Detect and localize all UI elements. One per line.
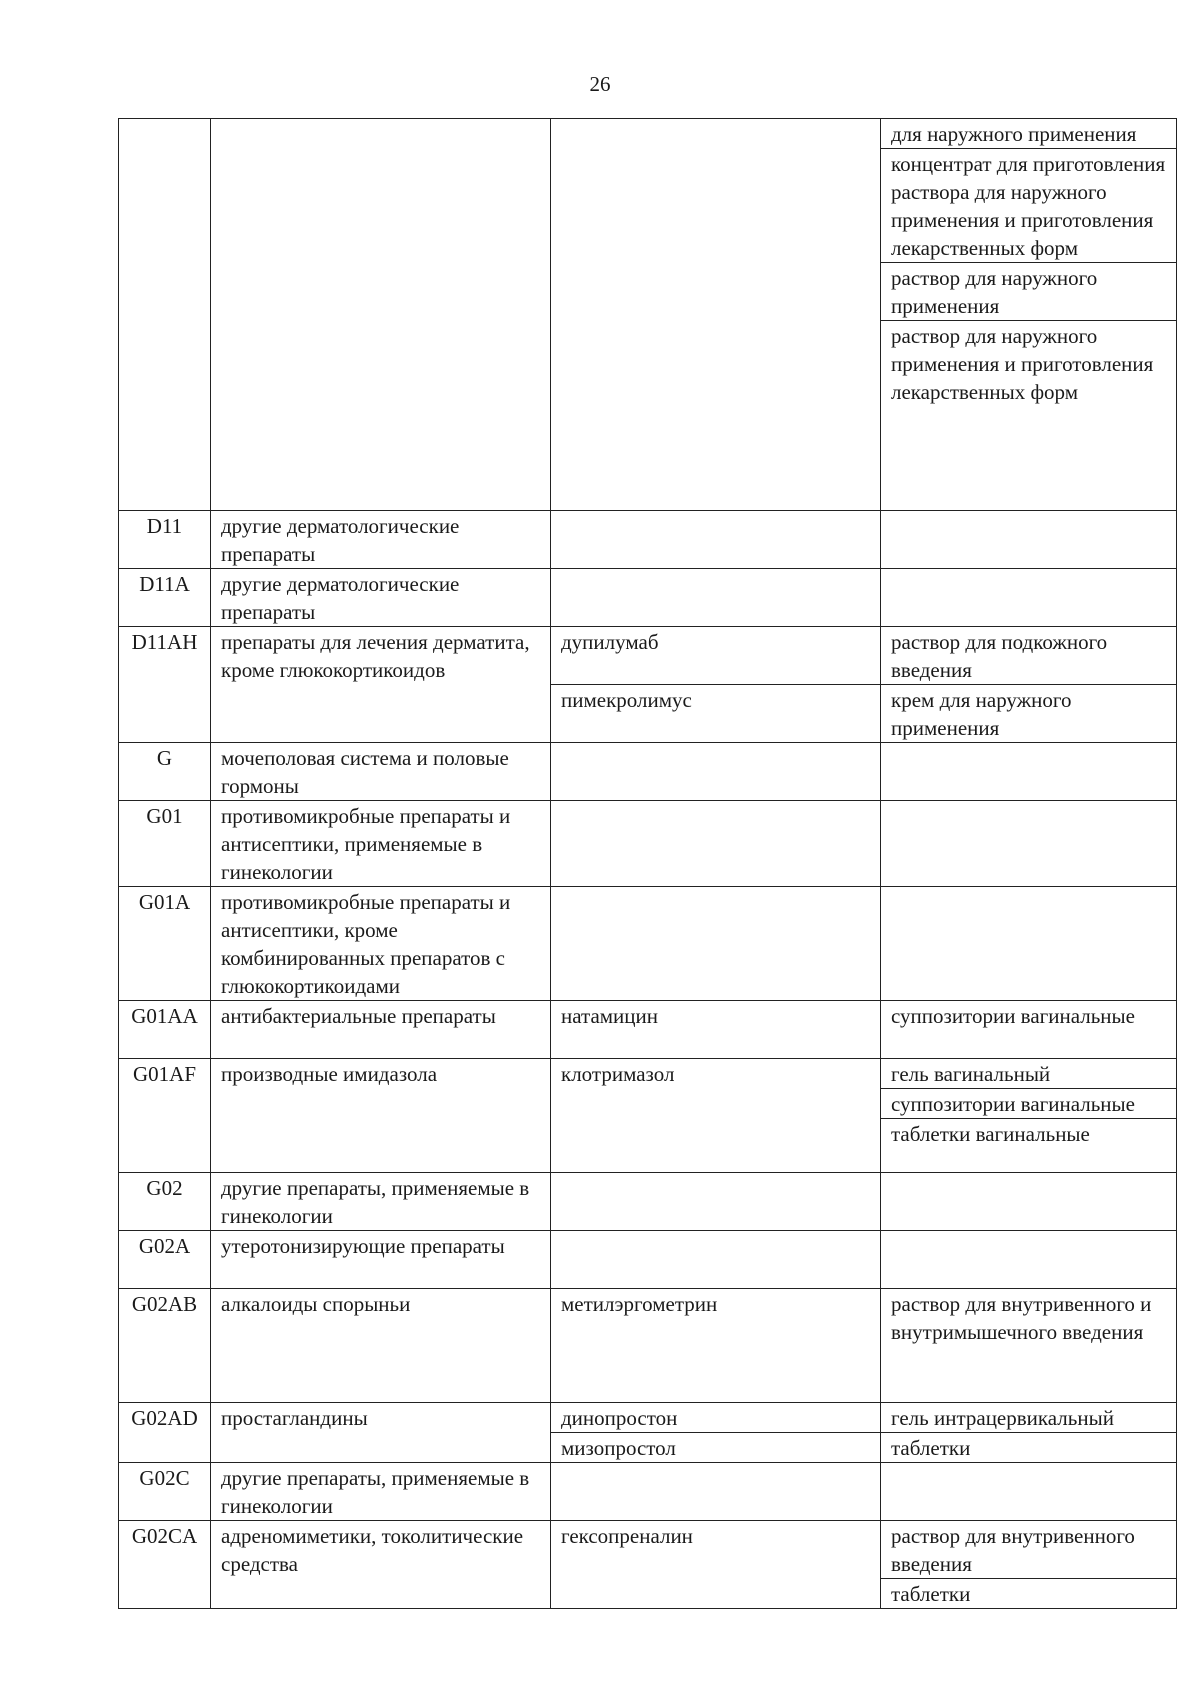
dosage-form-cell <box>881 511 1177 569</box>
dosage-form: концентрат для приготовления раствора для наружного применения и приготовления лекарственных форм <box>881 148 1176 262</box>
group-name-cell: препараты для лечения дерматита, кроме глюкокортикоидов <box>211 627 551 743</box>
dosage-form-cell: раствор для подкожного введения <box>881 627 1177 685</box>
dosage-form-cell <box>881 743 1177 801</box>
atc-code-cell: G01AF <box>119 1059 211 1173</box>
drug-table <box>118 118 1177 1609</box>
drug-name-cell: метилэргометрин <box>551 1289 881 1403</box>
drug-name-cell <box>551 1231 881 1289</box>
table-row <box>119 627 1177 685</box>
dosage-form: гель вагинальный <box>891 1062 1051 1086</box>
group-name-cell: противомикробные препараты и антисептики, кроме комбинированных препаратов с глюкокортикоидами <box>211 887 551 1001</box>
table-row <box>119 569 1177 627</box>
table-row <box>119 119 1177 511</box>
atc-code-cell: G <box>119 743 211 801</box>
atc-code-cell <box>119 119 211 511</box>
dosage-form-cell <box>881 1173 1177 1231</box>
drug-name-cell: динопростон <box>551 1403 881 1433</box>
dosage-form: для наружного применения <box>891 122 1137 146</box>
atc-code-cell: G02 <box>119 1173 211 1231</box>
group-name-cell: противомикробные препараты и антисептики, применяемые в гинекологии <box>211 801 551 887</box>
dosage-form: таблетки <box>881 1578 1176 1608</box>
dosage-form-cell: суппозитории вагинальные <box>881 1001 1177 1059</box>
drug-name-cell <box>551 801 881 887</box>
dosage-form-cell <box>881 1463 1177 1521</box>
group-name-cell: антибактериальные препараты <box>211 1001 551 1059</box>
atc-code-cell: G02C <box>119 1463 211 1521</box>
drug-name-cell <box>551 511 881 569</box>
table-row <box>119 1403 1177 1433</box>
drug-name-cell: дупилумаб <box>551 627 881 685</box>
drug-name-cell: клотримазол <box>551 1059 881 1173</box>
atc-code-cell: G01 <box>119 801 211 887</box>
drug-name-cell: гексопреналин <box>551 1521 881 1609</box>
atc-code-cell: D11A <box>119 569 211 627</box>
dosage-form-cell <box>881 1059 1177 1173</box>
group-name-cell: другие дерматологические препараты <box>211 569 551 627</box>
drug-name-cell: пимекролимус <box>551 685 881 743</box>
dosage-form: таблетки вагинальные <box>881 1118 1176 1148</box>
table-row <box>119 1521 1177 1609</box>
dosage-form-cell: раствор для внутривенного и внутримышечного введения <box>881 1289 1177 1403</box>
atc-code-cell: G02CA <box>119 1521 211 1609</box>
group-name-cell: мочеполовая система и половые гормоны <box>211 743 551 801</box>
table-row <box>119 743 1177 801</box>
drug-name-cell <box>551 1173 881 1231</box>
atc-code-cell: G02AB <box>119 1289 211 1403</box>
group-name-cell: простагландины <box>211 1403 551 1463</box>
drug-name-cell: натамицин <box>551 1001 881 1059</box>
drug-name-cell <box>551 887 881 1001</box>
group-name-cell: другие препараты, применяемые в гинекологии <box>211 1463 551 1521</box>
drug-name-cell <box>551 1463 881 1521</box>
atc-code-cell: G02A <box>119 1231 211 1289</box>
atc-code-cell: G01A <box>119 887 211 1001</box>
table-row <box>119 1231 1177 1289</box>
group-name-cell: адреномиметики, токолитические средства <box>211 1521 551 1609</box>
drug-name-cell <box>551 119 881 511</box>
dosage-form-cell: таблетки <box>881 1433 1177 1463</box>
table-row <box>119 1059 1177 1173</box>
dosage-form-cell <box>881 887 1177 1001</box>
group-name-cell: другие препараты, применяемые в гинекологии <box>211 1173 551 1231</box>
atc-code-cell: D11 <box>119 511 211 569</box>
drug-name-cell: мизопростол <box>551 1433 881 1463</box>
dosage-form-cell <box>881 1231 1177 1289</box>
drug-name-cell <box>551 743 881 801</box>
group-name-cell <box>211 119 551 511</box>
atc-code-cell: G01AA <box>119 1001 211 1059</box>
table-row <box>119 1001 1177 1059</box>
atc-code-cell: G02AD <box>119 1403 211 1463</box>
dosage-form-cell <box>881 119 1177 511</box>
dosage-form-cell <box>881 801 1177 887</box>
table-row <box>119 511 1177 569</box>
dosage-form-cell <box>881 1521 1177 1609</box>
group-name-cell: другие дерматологические препараты <box>211 511 551 569</box>
dosage-form: раствор для внутривенного введения <box>891 1524 1135 1576</box>
table-row <box>119 801 1177 887</box>
group-name-cell: производные имидазола <box>211 1059 551 1173</box>
dosage-form-cell <box>881 569 1177 627</box>
table-row <box>119 887 1177 1001</box>
page-number: 26 <box>589 72 611 96</box>
atc-code-cell: D11AH <box>119 627 211 743</box>
table-row <box>119 1289 1177 1403</box>
dosage-form: суппозитории вагинальные <box>881 1088 1176 1118</box>
dosage-form: раствор для наружного применения <box>881 262 1176 320</box>
drug-name-cell <box>551 569 881 627</box>
dosage-form-cell: крем для наружного применения <box>881 685 1177 743</box>
dosage-form: раствор для наружного применения и приготовления лекарственных форм <box>881 320 1176 406</box>
table-row <box>119 1463 1177 1521</box>
group-name-cell: утеротонизирующие препараты <box>211 1231 551 1289</box>
group-name-cell: алкалоиды спорыньи <box>211 1289 551 1403</box>
table-row <box>119 1173 1177 1231</box>
dosage-form-cell: гель интрацервикальный <box>881 1403 1177 1433</box>
